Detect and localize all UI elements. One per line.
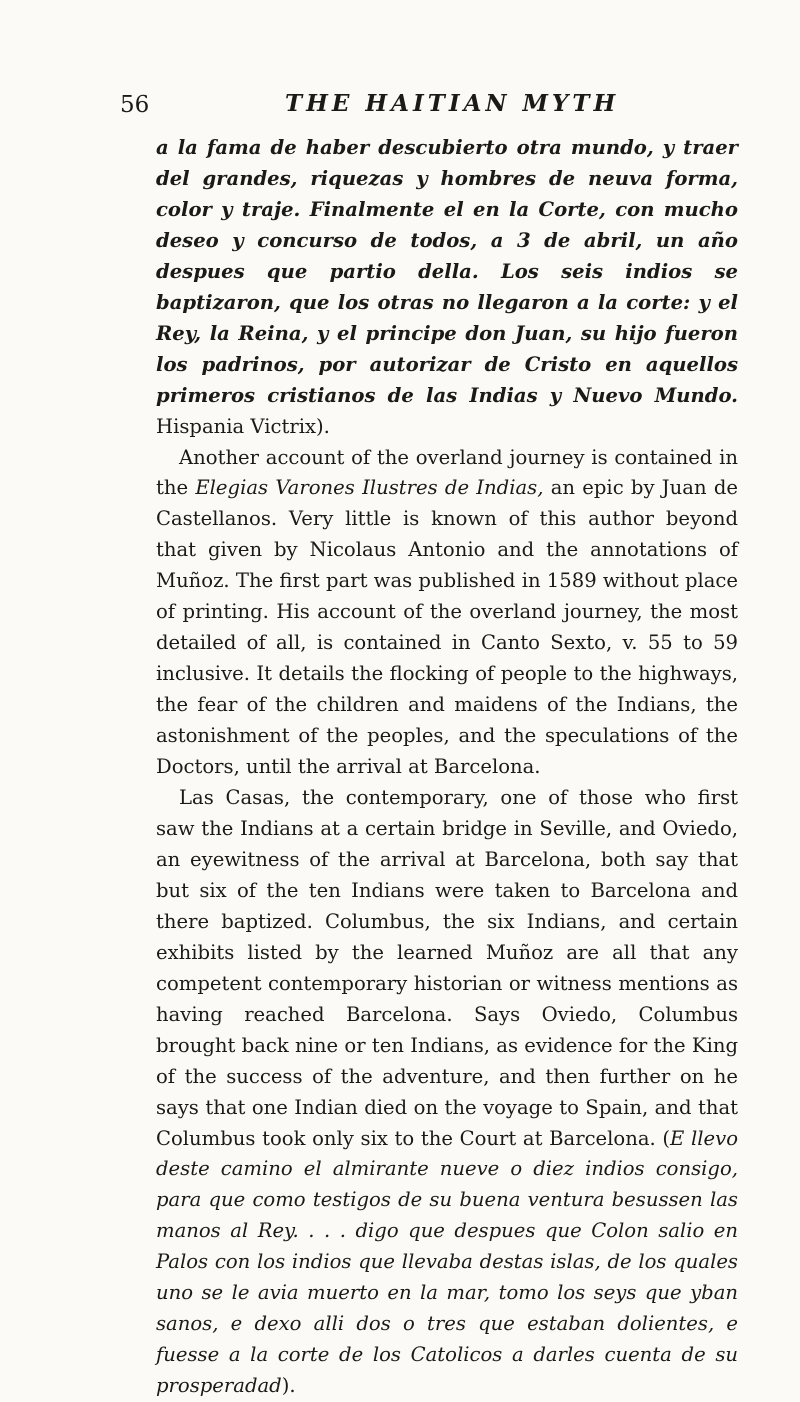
oviedo-quotation: E llevo deste camino el almirante nueve o diez indios consigo, para que como testigos de su buena ventura besussen las manos al Rey. . . . digo que despues que Colon salio en Palos con los indios que llevaba destas islas, de los quales uno se le avia muerto en la mar, tomo los seys que yban sanos, e dexo alli dos o tres que estaban dolientes, e fuesse a la corte de los Catolicos a darles cuenta de su prosperadad: [156, 1126, 738, 1398]
text-run: an epic by Juan de Castellanos. Very little is known of this author beyond that given by Nicolaus Antonio and the annotations of Muñoz. The first part was published in 1589 without place of printing. His account of the overland journey, the most detailed of all, is contained in Canto Sexto, v. 55 to 59 inclusive. It details the flocking of people to the highways, the fear of the children and maidens of the Indians, the astonishment of the peoples, and the speculations of the Doctors, until the arrival at Barcelona.: [156, 476, 739, 779]
paragraph-spanish-quote: [156, 133, 738, 443]
page-header: [120, 92, 690, 118]
work-title: Elegias Varones Ilustres de Indias,: [195, 476, 544, 500]
running-head: THE HAITIAN MYTH: [285, 90, 620, 117]
text-run: Another account of the overland journey is contained in the: [156, 445, 738, 500]
citation-source: Hispania Victrix).: [156, 414, 330, 438]
text-run: ).: [281, 1374, 296, 1398]
paragraph-castellanos: [156, 443, 738, 783]
paragraph-las-casas: [156, 783, 738, 1402]
page-number: 56: [120, 92, 150, 118]
body-text: [156, 133, 738, 1402]
text-run: Las Casas, the contemporary, one of those who first saw the Indians at a certain bridge in Seville, and Oviedo, an eyewitness of the arrival at Barcelona, both say that but six of the ten Indians were taken to Barcelona and there baptized. Columbus, the six Indians, and certain exhibits listed by the learned Muñoz are all that any competent contemporary historian or witness mentions as having reached Barcelona. Says Oviedo, Columbus brought back nine or ten Indians, as evidence for the King of the success of the adventure, and then further on he says that one Indian died on the voyage to Spain, and that Columbus took only six to the Court at Barcelona. (: [156, 786, 738, 1150]
spanish-quotation: a la fama de haber descubierto otra mundo, y traer del grandes, riquezas y hombres de neuva forma, color y traje. Finalmente el en la Corte, con mucho deseo y concurso de todos, a 3 de abril, un año despues que partio della. Los seis indios se baptizaron, que los otras no llegaron a la corte: y el Rey, la Reina, y el principe don Juan, su hijo fueron los padrinos, por autorizar de Cristo en aquellos primeros cristianos de las Indias y Nuevo Mundo.: [156, 136, 738, 407]
